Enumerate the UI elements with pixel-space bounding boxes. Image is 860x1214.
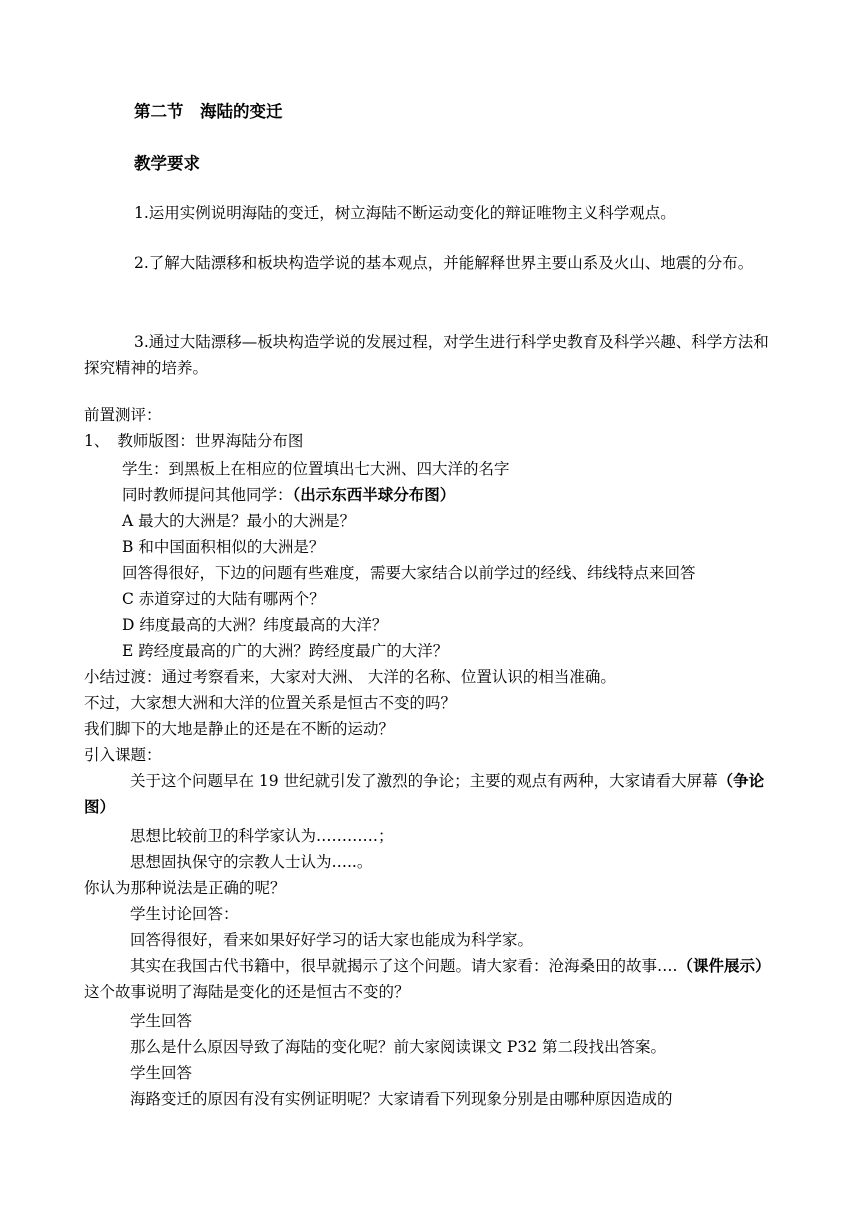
student-discuss: 学生讨论回答： [130, 905, 239, 923]
question-b: B 和中国面积相似的大洲是？ [122, 538, 325, 556]
requirement-1: 1.运用实例说明海陆的变迁，树立海陆不断运动变化的辩证唯物主义科学观点。 [134, 204, 676, 222]
view-religious: 思想固执保守的宗教人士认为…..。 [130, 853, 373, 871]
summary-line-3: 我们脚下的大地是静止的还是在不断的运动？ [84, 720, 395, 738]
intro-paragraph-1-text: 关于这个问题早在 19 世纪就引发了激烈的争论；主要的观点有两种，大家请看大屏幕 [130, 772, 718, 790]
teaching-requirements-heading: 教学要求 [134, 154, 200, 173]
student-answer-1: 学生回答 [130, 1012, 193, 1030]
pre-assessment-item-1 [84, 431, 774, 451]
item-number: 1、 [84, 432, 110, 450]
view-scientists: 思想比较前卫的科学家认为…………； [130, 827, 394, 845]
summary-line-2: 不过，大家想大洲和大洋的位置关系是恒古不变的吗？ [84, 694, 457, 712]
requirement-3: 3.通过大陆漂移—板块构造学说的发展过程，对学生进行科学史教育及科学兴趣、科学方法和探究精神的培养。 [84, 333, 769, 377]
which-correct-question: 你认为那种说法是正确的呢？ [84, 879, 286, 897]
story-suffix: 这个故事说明了海陆是变化的还是恒古不变的？ [84, 983, 410, 1001]
transition-text: 回答得很好，下边的问题有些难度，需要大家结合以前学过的经线、纬线特点来回答 [122, 564, 696, 582]
story-bold: （课件展示） [677, 956, 771, 975]
intro-paragraph-1-bold: （争论图） [84, 771, 765, 816]
question-d: D 纬度最高的大洲？纬度最高的大洋？ [122, 616, 388, 634]
pre-assessment-heading: 前置测评： [84, 406, 162, 424]
question-e: E 跨经度最高的广的大洲？跨经度最广的大洋？ [122, 642, 449, 660]
story-text: 其实在我国古代书籍中，很早就揭示了这个问题。请大家看：沧海桑田的故事…. [130, 957, 678, 975]
section-title: 第二节 海陆的变迁 [134, 102, 283, 121]
praise-text: 回答得很好，看来如果好好学习的话大家也能成为科学家。 [130, 931, 534, 949]
summary-line-1: 小结过渡：通过考察看来，大家对大洲、 大洋的名称、位置认识的相当准确。 [84, 668, 616, 686]
reason-question: 那么是什么原因导致了海陆的变化呢？前大家阅读课文 P32 第二段找出答案。 [130, 1038, 667, 1056]
question-c: C 赤道穿过的大陆有哪两个？ [122, 590, 325, 608]
intro-heading: 引入课题： [84, 746, 162, 764]
student-task: 学生：到黑板上在相应的位置填出七大洲、四大洋的名字 [122, 460, 510, 478]
intro-paragraph-1 [84, 768, 774, 820]
question-a: A 最大的大洲是？最小的大洲是？ [122, 512, 356, 530]
item-text: 教师版图：世界海陆分布图 [117, 432, 304, 450]
teacher-ask-bold: （出示东西半球分布图） [292, 485, 456, 504]
story-paragraph [84, 953, 774, 1005]
teacher-ask-text: 同时教师提问其他同学： [122, 486, 293, 504]
evidence-question: 海路变迁的原因有没有实例证明呢？大家请看下列现象分别是由哪种原因造成的 [130, 1090, 673, 1108]
student-answer-2: 学生回答 [130, 1064, 193, 1082]
teacher-ask [122, 485, 812, 505]
requirement-2: 2.了解大陆漂移和板块构造学说的基本观点，并能解释世界主要山系及火山、地震的分布。 [134, 254, 754, 272]
